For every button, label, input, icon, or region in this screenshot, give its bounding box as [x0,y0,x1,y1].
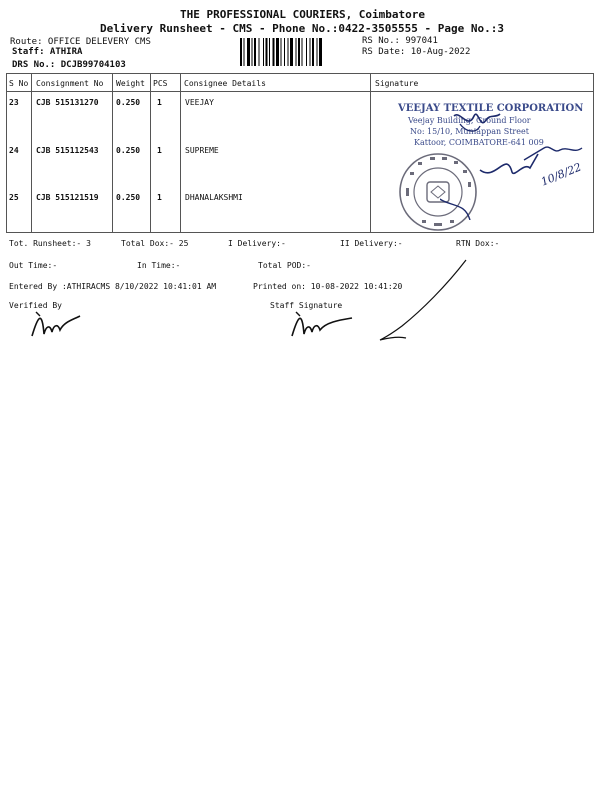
table-header-border [6,91,594,92]
verifier-signature [28,306,84,342]
rtn-dox: RTN Dox:- [456,239,500,248]
col-divider [31,73,32,233]
verified-by-label: Verified By [9,301,62,310]
company-title: THE PROFESSIONAL COURIERS, Coimbatore [180,8,426,21]
col-header-sno: S No [9,79,29,88]
table-row-sno: 23 [9,98,19,107]
i-delivery: I Delivery:- [228,239,286,248]
staff-signature-label: Staff Signature [270,301,343,310]
table-row-consignment: CJB 515131270 [36,98,99,107]
table-row-consignee: VEEJAY [185,98,214,107]
runsheet-title: Delivery Runsheet - CMS - Phone No.:0422-3505555 - Page No.:3 [100,22,504,35]
col-divider [112,73,113,233]
stamp-veejay-line3: No: 15/10, Muniappan Street [410,127,529,136]
in-time: In Time:- [137,261,181,270]
col-header-consignment: Consignment No [36,79,104,88]
table-row-pcs: 1 [157,98,162,107]
col-header-pcs: PCS [153,79,168,88]
total-dox: Total Dox:- 25 [121,239,189,248]
table-row-consignee: SUPREME [185,146,219,155]
table-top-border [6,73,594,74]
table-row-consignment: CJB 515112543 [36,146,99,155]
col-header-weight: Weight [116,79,145,88]
out-time: Out Time:- [9,261,58,270]
table-row-consignment: CJB 515121519 [36,193,99,202]
table-row-weight: 0.250 [116,146,141,155]
col-divider [150,73,151,233]
rs-number: RS No.: 997041 [362,36,438,46]
col-header-consignee: Consignee Details [184,79,266,88]
drs-number: DRS No.: DCJB99704103 [12,60,126,70]
col-divider [180,73,181,233]
tot-runsheet: Tot. Runsheet:- 3 [9,239,91,248]
rs-date: RS Date: 10-Aug-2022 [362,47,471,57]
col-divider [370,73,371,233]
col-header-signature: Signature [375,79,419,88]
table-bottom-border [6,232,594,233]
table-row-weight: 0.250 [116,193,141,202]
table-row-pcs: 1 [157,193,162,202]
handwritten-date: 10/8/22 [539,160,584,189]
table-row-consignee: DHANALAKSHMI [185,193,243,202]
table-border-left [6,73,7,233]
table-row-pcs: 1 [157,146,162,155]
staff-signature [286,306,356,342]
pen-stroke-mark [376,256,472,350]
table-row-weight: 0.250 [116,98,141,107]
stamp-veejay-line1: VEEJAY TEXTILE CORPORATION [398,103,584,114]
entered-by: Entered By :ATHIRACMS 8/10/2022 10:41:01 AM [9,282,217,291]
total-pod: Total POD:- [258,261,311,270]
staff-label: Staff: ATHIRA [12,47,83,57]
stamp-veejay-line4: Kattoor, COIMBATORE-641 009 [414,138,544,147]
table-row-sno: 24 [9,146,19,155]
barcode [240,38,354,66]
printed-on: Printed on: 10-08-2022 10:41:20 [253,282,403,291]
route-label: Route: OFFICE DELEVERY CMS [10,37,151,47]
stamp-veejay-line2: Veejay Building, Ground Floor [408,116,531,125]
table-row-sno: 25 [9,193,19,202]
table-border-right [593,73,594,233]
ii-delivery: II Delivery:- [340,239,403,248]
